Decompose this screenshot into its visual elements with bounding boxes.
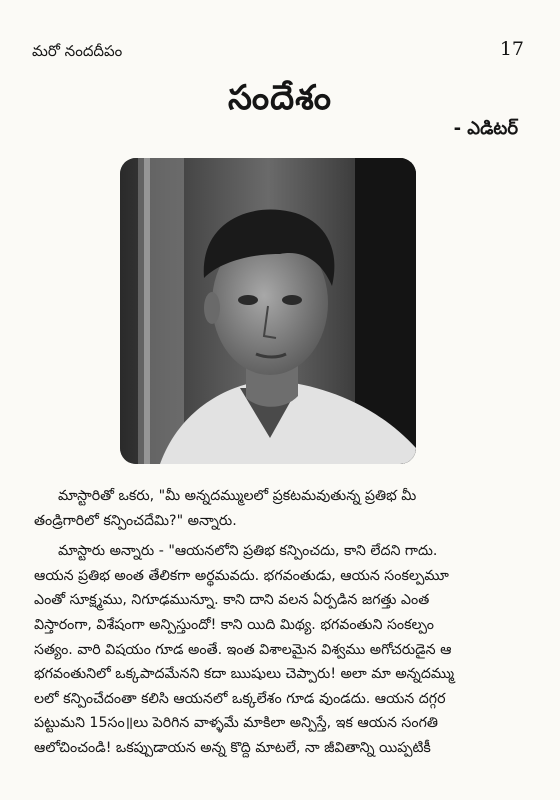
- text-line: ఆలోచించండి! ఒకప్పుడాయన అన్న కొద్ది మాటలే, నా జీవితాన్ని యిప్పటికీ: [34, 739, 431, 756]
- running-head: మరో నందదీపం: [32, 42, 123, 60]
- page-number: 17: [499, 38, 524, 60]
- boy-portrait-photo: [120, 158, 416, 464]
- portrait-illustration: [120, 158, 416, 464]
- text-line: సత్యం. వారి విషయం గూడ అంతే. ఇంత విశాలమైన విశ్వము అగోచరుడైన ఆ: [34, 641, 452, 658]
- text-line: ఆయన ప్రతిభ అంత తేలికగా అర్థమవదు. భగవంతుడు, ఆయన సంకల్పమూ: [34, 567, 449, 584]
- article-title: సందేశం: [227, 78, 333, 118]
- text-line: పట్టుమని 15సం॥లు పెరిగిన వాళ్ళమే మాకిలా అన్పిస్తే, ఇక ఆయన సంగతి: [34, 715, 438, 732]
- paragraph-2: [34, 539, 530, 760]
- text-line: తండ్రిగారిలో కన్పించదేమి?" అన్నారు.: [34, 512, 237, 529]
- article-byline: - ఎడిటర్: [453, 118, 518, 139]
- article-body: [34, 484, 530, 761]
- text-line: విస్తారంగా, విశేషంగా అన్పిస్తుందో! కాని యిది మిథ్య. భగవంతుని సంకల్పం: [34, 616, 434, 633]
- text-line: మాస్టారు అన్నారు - "ఆయనలోని ప్రతిభ కన్పించదు, కాని లేదని గాదు.: [58, 543, 438, 560]
- text-line: ఎంతో సూక్ష్మము, నిగూఢమున్నూ. కాని దాని వలన ఏర్పడిన జగత్తు ఎంత: [34, 592, 430, 609]
- text-line: మాస్టారితో ఒకరు, "మీ అన్నదమ్ములలో ప్రకటమవుతున్న ప్రతిభ మీ: [58, 488, 417, 504]
- text-line: భగవంతునిలో ఒక్కపాదమేనని కదా ఋషులు చెప్పారు! అలా మా అన్నదమ్ము: [34, 666, 455, 683]
- text-line: లలో కన్పించేదంతా కలిసి ఆయనలో ఒక్కలేశం గూడ వుండదు. ఆయన దగ్గర: [34, 690, 446, 707]
- paragraph-1: [34, 484, 530, 533]
